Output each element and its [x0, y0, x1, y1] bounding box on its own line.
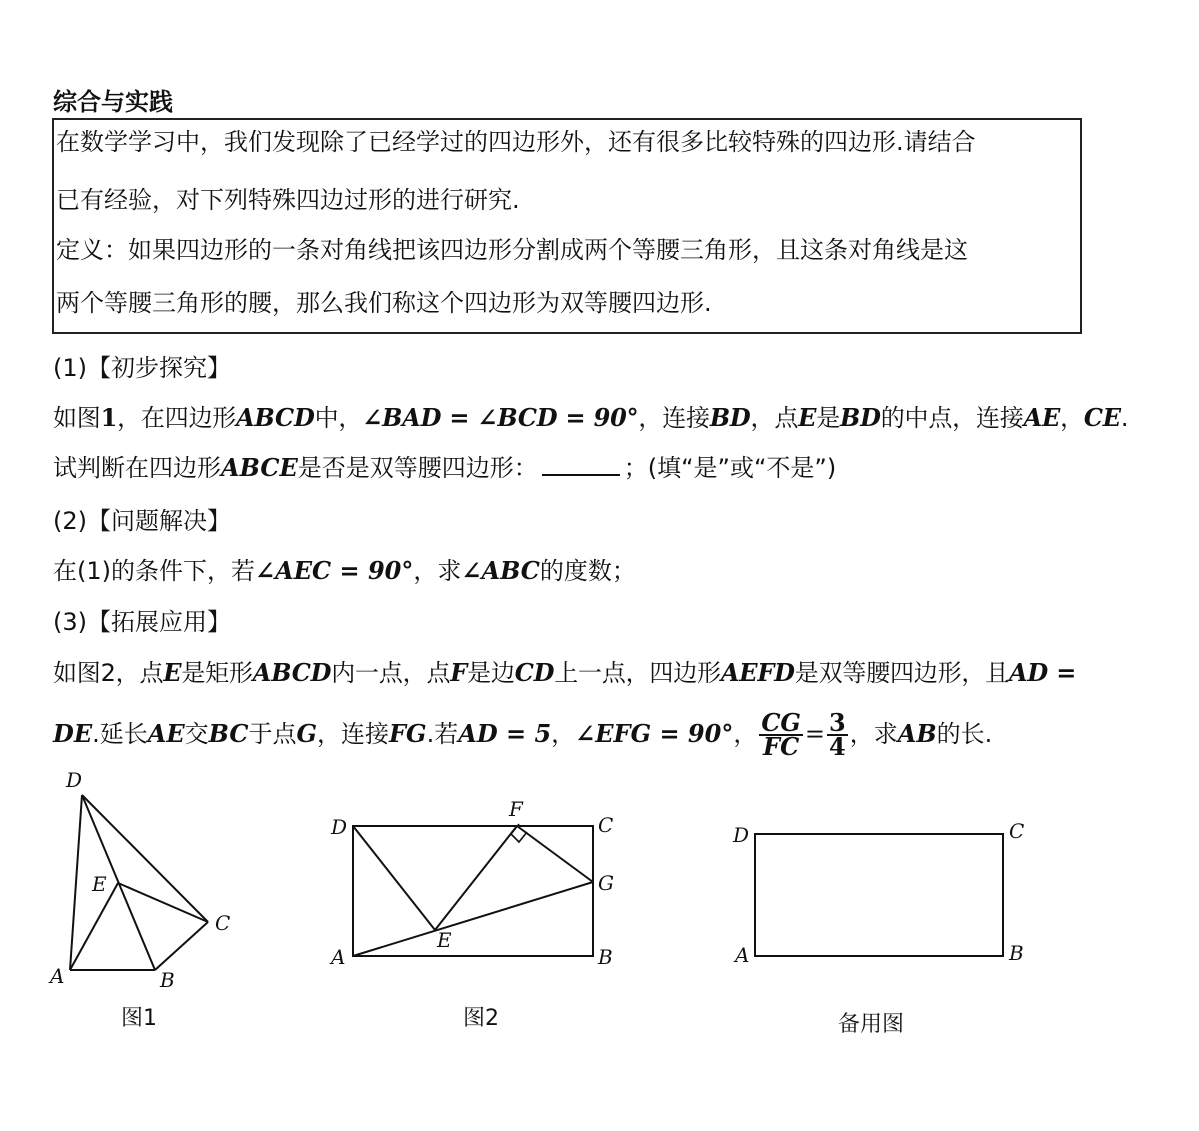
- text: ，: [733, 720, 758, 748]
- text: 的度数；: [539, 557, 636, 585]
- label-d: D: [66, 768, 83, 792]
- text: ；(填“是”或“不是”): [623, 454, 837, 482]
- text: .: [1120, 404, 1129, 432]
- part1-line-2: [53, 452, 836, 484]
- text: 上一点，四边形: [554, 659, 721, 687]
- text: 内一点，点: [331, 659, 451, 687]
- label-a: A: [735, 943, 750, 967]
- figure-1-caption: 图1: [121, 1006, 157, 1031]
- box-line-3: 定义：如果四边形的一条对角线把该四边形分割成两个等腰三角形，且这条对角线是这: [56, 236, 968, 264]
- figure-backup: [725, 800, 1035, 980]
- equals-sign: =: [804, 720, 826, 748]
- text: 交: [184, 720, 209, 748]
- text: ，点: [750, 404, 799, 432]
- fraction-3-4: [827, 708, 848, 761]
- math: AE: [147, 719, 185, 748]
- part2-line-1: [53, 555, 636, 587]
- text: 的长.: [936, 720, 993, 748]
- math: ABCE: [221, 453, 298, 482]
- math: FG: [389, 719, 427, 748]
- label-d: D: [733, 823, 750, 847]
- math: AD = 5: [458, 719, 552, 748]
- label-a: A: [50, 964, 65, 988]
- figure-ref: 1: [100, 403, 118, 432]
- math: BD: [840, 403, 881, 432]
- text: .延长: [92, 720, 148, 748]
- figure-2-caption: 图2: [463, 1006, 499, 1031]
- text: ，: [1060, 404, 1084, 432]
- figure-backup-caption: 备用图: [838, 1012, 905, 1037]
- text: .若: [426, 720, 459, 748]
- label-c: C: [1009, 819, 1025, 843]
- math: ∠AEC = 90°: [255, 556, 414, 585]
- math: ∠BAD = ∠BCD = 90°: [362, 403, 639, 432]
- label-b: B: [598, 945, 613, 969]
- text: ，: [551, 720, 576, 748]
- text: 中，: [314, 404, 363, 432]
- text: ，连接: [638, 404, 710, 432]
- label-b: B: [1009, 941, 1024, 965]
- text: 的中点，连接: [880, 404, 1024, 432]
- part2-heading: (2)【问题解决】: [53, 507, 231, 535]
- text: 在(1)的条件下，若: [53, 557, 255, 585]
- label-f: F: [509, 797, 523, 821]
- text: 是边: [467, 659, 515, 687]
- text: ，在四边形: [117, 404, 237, 432]
- math: ABCD: [236, 403, 315, 432]
- text: 如图2，点: [53, 659, 164, 687]
- fraction-denominator: FC: [763, 732, 800, 761]
- section-title: 综合与实践: [53, 88, 173, 116]
- text: 是双等腰四边形，且: [794, 659, 1009, 687]
- label-a: A: [331, 945, 346, 969]
- math: CD: [514, 658, 555, 687]
- label-e: E: [437, 928, 452, 952]
- text: ，求: [849, 720, 898, 748]
- math: AD =: [1009, 658, 1077, 687]
- label-e: E: [92, 872, 107, 896]
- label-b: B: [160, 968, 175, 992]
- figure-2: [325, 790, 625, 980]
- text: 试判断在四边形: [53, 454, 221, 482]
- text: 是矩形: [181, 659, 253, 687]
- answer-blank[interactable]: [542, 452, 620, 476]
- label-c: C: [598, 813, 614, 837]
- math: E: [163, 658, 182, 687]
- math: AB: [897, 719, 937, 748]
- math: BD: [709, 403, 751, 432]
- label-d: D: [331, 815, 348, 839]
- box-line-4: 两个等腰三角形的腰，那么我们称这个四边形为双等腰四边形.: [56, 289, 712, 317]
- math: ∠ABC: [461, 556, 540, 585]
- fraction-numerator: CG: [761, 708, 801, 737]
- math: ∠EFG = 90°: [575, 719, 734, 748]
- text: 如图: [53, 404, 101, 432]
- part3-line-2: [53, 708, 993, 761]
- part1-line-1: [53, 402, 1128, 434]
- text: ，连接: [317, 720, 390, 748]
- part3-heading: (3)【拓展应用】: [53, 608, 231, 636]
- label-g: G: [598, 871, 614, 895]
- figure-1: [40, 765, 250, 995]
- text: ，求: [413, 557, 462, 585]
- math: E: [798, 403, 817, 432]
- math: G: [296, 719, 318, 748]
- math: F: [450, 658, 468, 687]
- text: 于点: [248, 720, 297, 748]
- box-line-1: 在数学学习中，我们发现除了已经学过的四边形外，还有很多比较特殊的四边形.请结合: [56, 128, 976, 156]
- math: CE: [1083, 403, 1121, 432]
- math: ABCD: [252, 658, 332, 687]
- math: BC: [208, 719, 249, 748]
- text: 是: [816, 404, 841, 432]
- math: DE: [53, 719, 93, 748]
- part1-heading: (1)【初步探究】: [53, 354, 231, 382]
- part3-line-1: [53, 657, 1076, 689]
- text: 是否是双等腰四边形：: [297, 454, 538, 482]
- fraction-cg-fc: [759, 708, 803, 761]
- math: AEFD: [720, 658, 795, 687]
- label-c: C: [215, 911, 231, 935]
- box-line-2: 已有经验，对下列特殊四边过形的进行研究.: [56, 186, 520, 214]
- math: AE: [1023, 403, 1061, 432]
- fraction-numerator: 3: [829, 708, 846, 737]
- fraction-denominator: 4: [829, 732, 846, 761]
